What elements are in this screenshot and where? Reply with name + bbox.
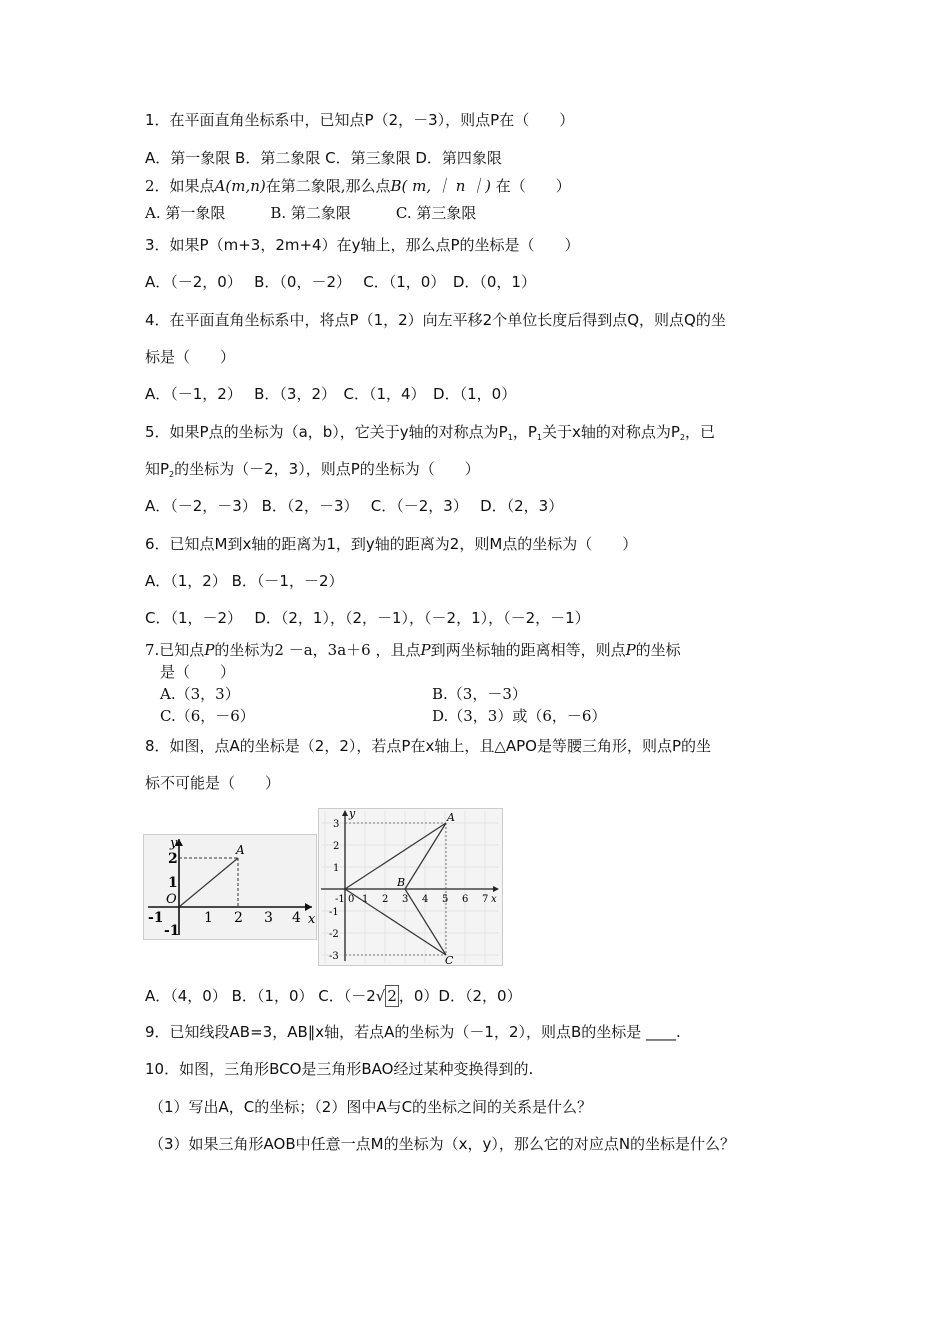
tick-y-1: 1 (168, 875, 178, 891)
segment-ba (405, 823, 446, 889)
tick-y-neg2: -2 (329, 929, 339, 940)
tick-y-neg3: -3 (329, 951, 339, 962)
x-axis-arrow (493, 886, 499, 892)
tick-x-neg1: -1 (335, 894, 345, 905)
x-label: x (491, 894, 497, 905)
segment-oa (179, 858, 238, 907)
y-label: y (349, 809, 356, 820)
y-axis-arrow (342, 810, 348, 816)
tick-x-1: 1 (362, 894, 369, 905)
tick-y-neg1: -1 (329, 907, 339, 918)
tick-y-2: 2 (333, 841, 340, 852)
q7-option-c: C.（6，－6） (160, 707, 255, 725)
sqrt-radicand: 2 (387, 987, 397, 1005)
tick-y-2: 2 (168, 851, 178, 867)
q4-stem-line2: 标是（ ） (145, 348, 236, 366)
q3-options: A．（－2，0） B．（0，－2） C．（1，0） D．（0，1） (145, 273, 536, 291)
origin-label: 0 (348, 894, 355, 905)
tick-x-1: 1 (204, 910, 213, 926)
tick-x-2: 2 (382, 894, 389, 905)
point-c-label: C (445, 954, 454, 965)
tick-x-2: 2 (234, 910, 243, 926)
tick-x-3: 3 (402, 894, 409, 905)
q10-stem: 10．如图，三角形BCO是三角形BAO经过某种变换得到的. (145, 1060, 534, 1078)
q1-stem: 1．在平面直角坐标系中，已知点P（2，－3），则点P在（ ） (145, 111, 575, 129)
q5-stem-line2: 知$P_2$的坐标为（－2，3），则点P的坐标为（ ） (145, 460, 480, 479)
segment-oc (345, 889, 449, 955)
q7-stem: 7.已知点P的坐标为2 －a，3a＋6 ，且点P到两坐标轴的距离相等，则点P的坐标 (145, 641, 681, 659)
q6-stem: 6．已知点M到x轴的距离为1，到y轴的距离为2，则M点的坐标为（ ） (145, 535, 638, 553)
q2-stem: 2．如果点A(m,n)在第二象限,那么点B( m, ｜ n ｜) 在（ ） (145, 177, 571, 195)
tick-y-1: 1 (333, 863, 340, 874)
tick-y-neg1: -1 (164, 923, 180, 939)
tick-x-4: 4 (292, 910, 301, 926)
q5-options: A．（－2，－3） B．（2，－3） C．（－2，3） D．（2，3） (145, 497, 564, 515)
tick-y-3: 3 (333, 819, 340, 830)
x-axis-arrow (305, 903, 312, 911)
q4-stem-line1: 4．在平面直角坐标系中，将点P（1，2）向左平移2个单位长度后得到点Q，则点Q的坐 (145, 311, 726, 329)
tick-x-6: 6 (462, 894, 469, 905)
point-a-label: A (236, 843, 245, 857)
q5-stem-line1: 5．如果P点的坐标为（a，b），它关于y轴的对称点为$P_1$，$P_1$关于x轴的对称点为$P_2$，已 (145, 423, 716, 442)
tick-x-5: 5 (442, 894, 449, 905)
figure-2 (318, 808, 503, 966)
q4-options: A．（－1，2） B．（3，2） C．（1，4） D．（1，0） (145, 385, 517, 403)
y-label: y (170, 836, 178, 851)
q10-part1: （1）写出A，C的坐标；（2）图中A与C的坐标之间的关系是什么？ (149, 1098, 593, 1116)
q6-options-line2: C．（1，－2） D．（2，1），（2，－1），（－2，1），（－2，－1） (145, 609, 590, 627)
q8-stem-line2: 标不可能是（ ） (145, 774, 281, 792)
origin-label: O (166, 892, 177, 907)
q8-stem-line1: 8．如图，点A的坐标是（2，2），若点P在x轴上，且△APO是等腰三角形，则点P的坐 (145, 737, 712, 755)
q3-stem: 3．如果P（m+3，2m+4）在y轴上，那么点P的坐标是（ ） (145, 236, 580, 254)
tick-x-4: 4 (422, 894, 429, 905)
x-label: x (308, 912, 316, 927)
sqrt-symbol: √ (375, 987, 386, 1005)
q10-part2: （3）如果三角形AOB中任意一点M的坐标为（x，y），那么它的对应点N的坐标是什么？ (149, 1135, 736, 1153)
q8-options: A．（4，0） B．（1，0） C．（－2√ 2 ，0）D．（2，0） (145, 987, 522, 1005)
q7-stem-line2: 是（ ） (160, 663, 236, 681)
q7-option-a: A.（3，3） (160, 685, 240, 703)
tick-x-neg1: -1 (148, 910, 164, 926)
tick-x-7: 7 (482, 894, 489, 905)
q7-option-d: D.（3，3）或（6，－6） (432, 707, 607, 725)
tick-x-3: 3 (264, 910, 273, 926)
point-a-label: A (447, 811, 455, 824)
segment-oa (345, 823, 446, 889)
q2-options: A. 第一象限 B. 第二象限 C. 第三象限 (145, 204, 477, 222)
q9-stem: 9．已知线段AB=3，AB∥x轴，若点A的坐标为（－1，2），则点B的坐标是 ____. (145, 1023, 681, 1041)
q1-options: A．第一象限 B．第二象限 C．第三象限 D．第四象限 (145, 149, 502, 167)
figure-1 (143, 834, 317, 940)
q6-options-line1: A．（1，2） B．（－1，－2） (145, 572, 344, 590)
q7-option-b: B.（3，－3） (432, 685, 527, 703)
point-b-label: B (397, 876, 406, 889)
